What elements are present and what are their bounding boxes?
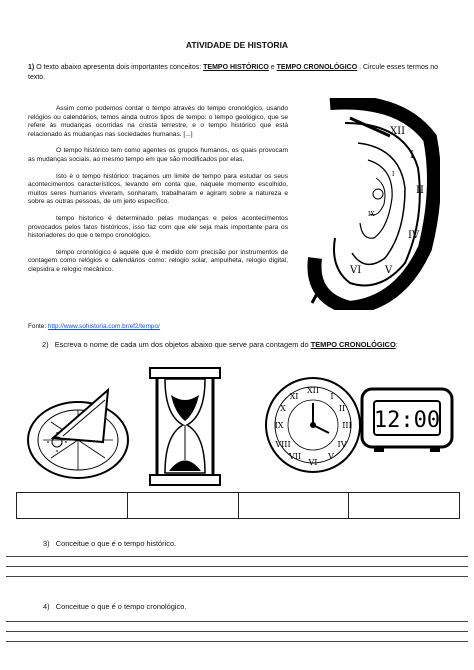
answer-line[interactable] (6, 631, 468, 632)
question-1-number: 1) (28, 64, 35, 71)
svg-text:VII: VII (288, 452, 302, 461)
answer-line[interactable] (6, 566, 468, 567)
term-tempo-cronologico: TEMPO CRONOLÓGICO (276, 64, 358, 71)
svg-text:III: III (342, 421, 352, 430)
page-title: ATIVIDADE DE HISTORIA (185, 40, 289, 50)
svg-text:IV: IV (337, 440, 347, 449)
svg-text:IV: IV (408, 230, 420, 241)
digital-clock-image (360, 385, 455, 455)
svg-text:I: I (410, 150, 414, 161)
mechanical-clock-image (263, 375, 363, 475)
question-3 (43, 539, 176, 548)
svg-text:XI: XI (289, 392, 299, 401)
question-2-text-after: : (395, 340, 398, 349)
svg-text:VIII: VIII (275, 440, 291, 449)
text-paragraph-5: tempo cronológico é aquele que é medido com precisão por instrumentos de contagem como relógios e calendários como: relogio solar, ampulheta, relogio digital, clepsidra e relogio mecânico. (28, 248, 288, 273)
svg-text:VI: VI (350, 265, 362, 276)
svg-text:II: II (416, 185, 424, 196)
answer-cell-4[interactable] (349, 493, 459, 518)
svg-text:IX: IX (368, 211, 375, 218)
svg-text:II: II (338, 404, 346, 413)
question-1-text-before: O texto abaixo apresenta dois importantes conceitos: (36, 64, 204, 71)
answer-line[interactable] (6, 641, 468, 642)
svg-text:V: V (385, 265, 393, 276)
question-1-text-after: . Circule esses termos no texto. (28, 64, 439, 81)
svg-text:XII: XII (390, 126, 406, 137)
answer-cell-3[interactable] (239, 493, 350, 518)
question-2 (42, 340, 398, 349)
answer-line[interactable] (6, 576, 468, 577)
svg-text:IX: IX (274, 421, 284, 430)
spiral-clock-image (290, 98, 440, 310)
hourglass-image (145, 365, 225, 490)
question-4 (43, 602, 186, 611)
question-1 (28, 63, 448, 83)
question-2-term: TEMPO CRONOLÓGICO (310, 340, 396, 349)
term-tempo-historico: TEMPO HISTÓRICO (203, 64, 269, 71)
text-paragraph-3: Isto é o tempo histórico: traçamos um limite de tempo para estudar os seus acontecimentos característicos, levando em conta que, naquele momento escolhido, muitos seres humanos viveram, sonharam, trabalharam e agiram sobre a natureza e sobre as outras pessoas, de um jeito específico. (28, 172, 288, 206)
text-paragraph-2: O tempo histórico tem como agentes os grupos humanos, os quais provocam as mudanças sociais, ao mesmo tempo em que são modificados por elas. (28, 147, 288, 163)
source-reference (28, 323, 160, 330)
reading-text (28, 105, 288, 283)
svg-text:V: V (328, 452, 334, 461)
question-3-number: 3) (43, 539, 50, 548)
svg-text:I: I (392, 171, 395, 178)
text-paragraph-4: tempo historico é determinado pelas mudanças e pelos acontecimentos provocados pelos fatos históricos, isso faz com que ele seja mais importante para os historiadores do que o tempo cronológico. (28, 214, 288, 240)
text-paragraph-1: Assim como podemos contar o tempo através do tempo cronológico, usando relógios ou calendários, temos ainda outros tipos de tempo: o tempo geológico, que se refere às mudanças ocorridas na crosta terrestre, e o tempo histórico que está relacionado às mudanças nas sociedades humanas. [...] (28, 105, 288, 138)
question-1-connector: e (268, 64, 277, 71)
svg-text:XII: XII (306, 386, 320, 395)
question-4-number: 4) (43, 602, 50, 611)
source-link[interactable]: http://www.sohistoria.com.br/ef2/tempo/ (47, 323, 160, 330)
svg-text:I: I (330, 392, 334, 401)
svg-text:X: X (280, 404, 286, 413)
question-2-number: 2) (42, 340, 49, 349)
question-4-text: Conceitue o que é o tempo cronológico. (55, 602, 187, 611)
question-3-text: Conceitue o que é o tempo histórico. (55, 539, 177, 548)
question-2-text-before: Escreva o nome de cada um dos objetos abaixo que serve para contagem do (54, 340, 311, 349)
answer-line[interactable] (6, 621, 468, 622)
answer-table (16, 492, 460, 519)
answer-line[interactable] (6, 556, 468, 557)
digital-clock-display: 12:00 (373, 408, 441, 433)
answer-cell-2[interactable] (128, 493, 239, 518)
timekeeping-objects (15, 360, 460, 490)
source-label: Fonte: (28, 323, 48, 330)
answer-cell-1[interactable] (17, 493, 128, 518)
svg-text:VI: VI (308, 458, 318, 467)
sundial-image (23, 380, 133, 485)
